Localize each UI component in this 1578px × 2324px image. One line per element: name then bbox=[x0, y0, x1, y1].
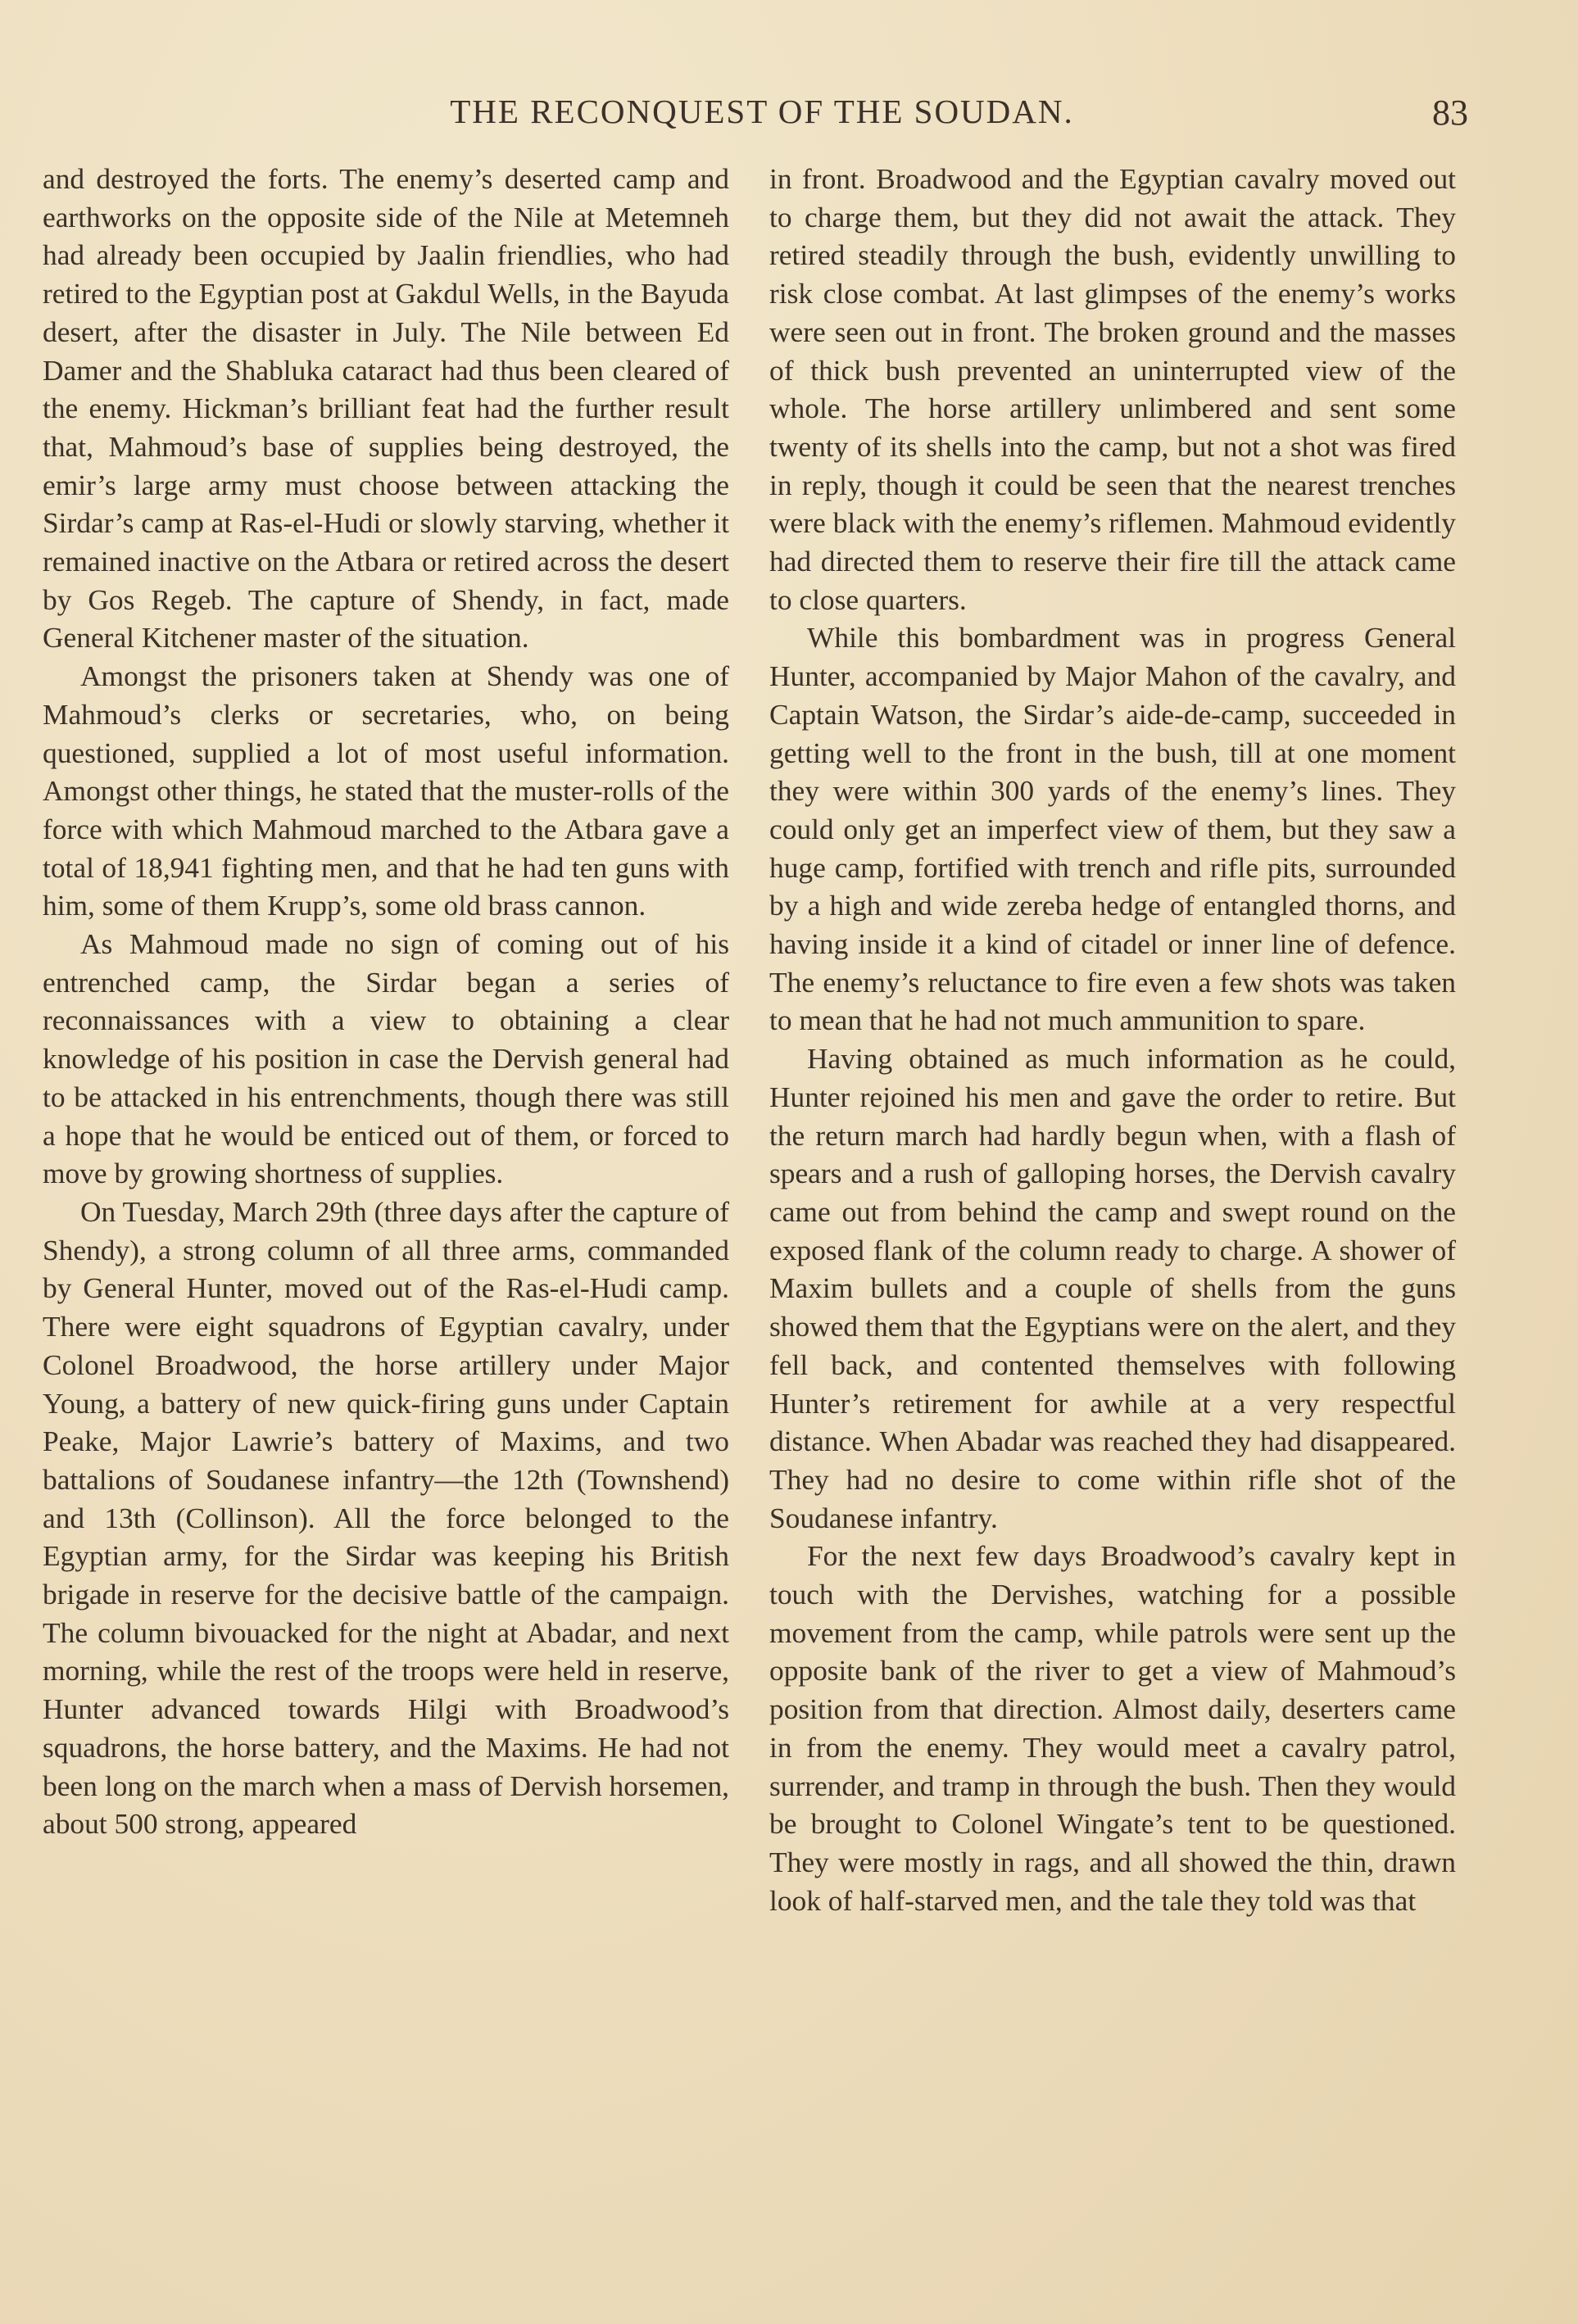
paragraph: On Tuesday, March 29th (three days after the capture of Shendy), a strong column of all three arms, commanded by General Hunter, moved out of the Ras-el-Hudi camp. There were eight squadrons of Egyptian cavalry, under Colonel Broadwood, the horse artillery under Major Young, a battery of new quick-firing guns under Captain Peake, Major Lawrie’s battery of Maxims, and two battalions of Soudanese infantry—the 12th (Townshend) and 13th (Collinson). All the force belonged to the Egyptian army, for the Sirdar was keeping his British brigade in reserve for the decisive battle of the campaign. The column bivouacked for the night at Abadar, and next morning, while the rest of the troops were held in reserve, Hunter advanced towards Hilgi with Broadwood’s squadrons, the horse battery, and the Maxims. He had not been long on the march when a mass of Dervish horsemen, about 500 strong, appeared bbox=[43, 1194, 729, 1841]
paragraph: As Mahmoud made no sign of coming out of his entrenched camp, the Sirdar began a series of reconnaissances with a view to obtaining a clear knowledge of his position in case the Dervish general had to be attacked in his entrenchments, though there was still a hope that he would be enticed out of them, or forced to move by growing shortness of supplies. bbox=[43, 927, 729, 1190]
paragraph: For the next few days Broadwood’s cavalry kept in touch with the Dervishes, watching for a possible movement from the camp, while patrols were sent up the opposite bank of the river to get a view of Mahmoud’s position from that direction. Almost daily, deserters came in from the enemy. They would meet a cavalry patrol, surrender, and tramp in through the bush. Then they would be brought to Colonel Wingate’s tent to be questioned. They were mostly in rags, and all showed the thin, drawn look of half-starved men, and the tale they told was that bbox=[769, 1539, 1456, 1917]
running-head-title: THE RECONQUEST OF THE SOUDAN. bbox=[450, 93, 1074, 130]
paragraph: and destroyed the forts. The enemy’s deserted camp and earthworks on the opposite side of the Nile at Metemneh had already been occupied by Jaalin friendlies, who had retired to the Egyptian post at Gakdul Wells, in the Bayuda desert, after the disaster in July. The Nile between Ed Damer and the Shabluka cataract had thus been cleared of the enemy. Hickman’s brilliant feat had the further result that, Mahmoud’s base of supplies being destroyed, the emir’s large army must choose between attacking the Sirdar’s camp at Ras-el-Hudi or slowly starving, whether it remained inactive on the Atbara or retired across the desert by Gos Regeb. The capture of Shendy, in fact, made General Kitchener master of the situation. bbox=[43, 162, 729, 655]
paragraph: Amongst the prisoners taken at Shendy was one of Mahmoud’s clerks or secretaries, who, on being questioned, supplied a lot of most useful information. Amongst other things, he stated that the muster-rolls of the force with which Mahmoud marched to the Atbara gave a total of 18,941 fighting men, and that he had ten guns with him, some of them Krupp’s, some old brass cannon. bbox=[43, 659, 729, 922]
right-column bbox=[769, 160, 1456, 1919]
paragraph: While this bombardment was in progress General Hunter, accompanied by Major Mahon of the cavalry, and Captain Watson, the Sirdar’s aide-de-camp, succeeded in getting well to the front in the bush, till at one moment they were within 300 yards of the enemy’s lines. They could only get an imperfect view of them, but they saw a huge camp, fortified with trench and rifle pits, surrounded by a high and wide zereba hedge of entangled thorns, and having inside it a kind of citadel or inner line of defence. The enemy’s reluctance to fire even a few shots was taken to mean that he had not much ammunition to spare. bbox=[769, 621, 1456, 1037]
paragraph: Having obtained as much information as he could, Hunter rejoined his men and gave the order to retire. But the return march had hardly begun when, with a flash of spears and a rush of galloping horses, the Dervish cavalry came out from behind the camp and swept round on the exposed flank of the column ready to charge. A shower of Maxim bullets and a couple of shells from the guns showed them that the Egyptians were on the alert, and they fell back, and contented themselves with following Hunter’s retirement for awhile at a very respectful distance. When Abadar was reached they had disappeared. They had no desire to come within rifle shot of the Soudanese infantry. bbox=[769, 1042, 1456, 1534]
left-column bbox=[43, 160, 729, 1843]
paragraph: in front. Broadwood and the Egyptian cavalry moved out to charge them, but they did not await the attack. They retired steadily through the bush, evidently unwilling to risk close combat. At last glimpses of the enemy’s works were seen out in front. The broken ground and the masses of thick bush prevented an uninterrupted view of the whole. The horse artillery unlimbered and sent some twenty of its shells into the camp, but not a shot was fired in reply, though it could be seen that the nearest trenches were black with the enemy’s riflemen. Mahmoud evidently had directed them to reserve their fire till the attack came to close quarters. bbox=[769, 162, 1456, 616]
page-number: 83 bbox=[1432, 93, 1468, 133]
